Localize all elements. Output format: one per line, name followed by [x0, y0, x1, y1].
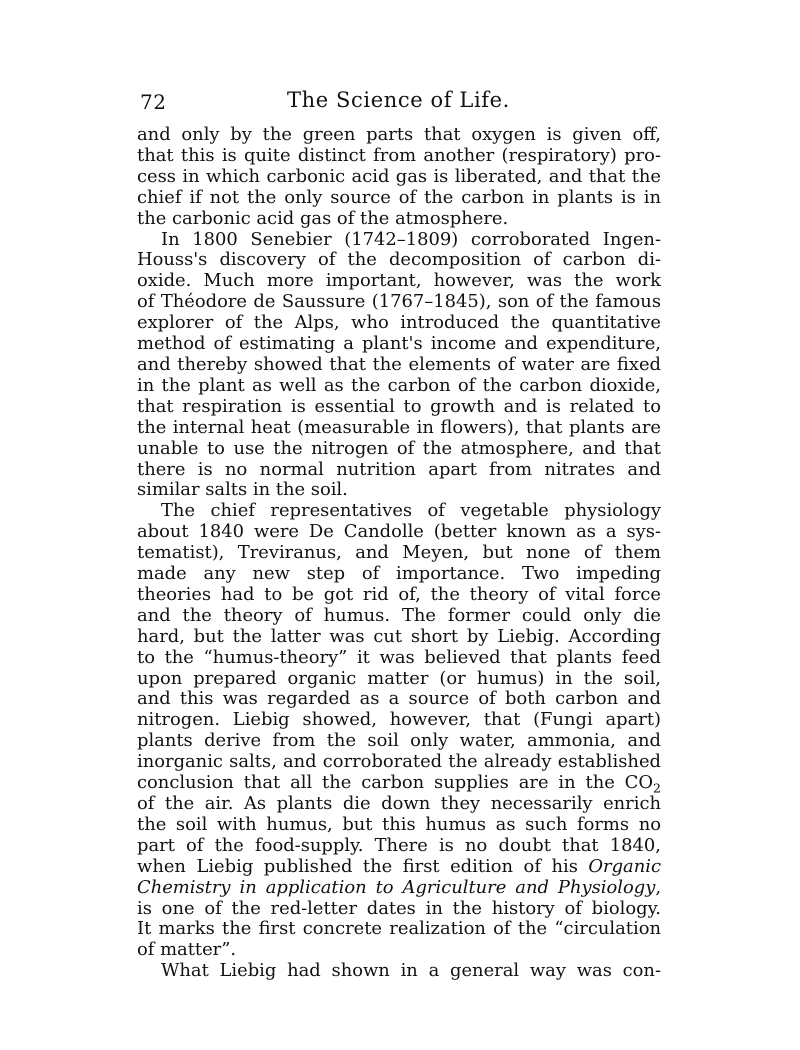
- text-line: chief if not the only source of the carbon in plants is in: [137, 186, 661, 208]
- text-line: oxide. Much more important, however, was the work: [137, 270, 661, 292]
- text-line: is one of the red-letter dates in the history of biology.: [137, 897, 661, 919]
- text-line: tematist), Treviranus, and Meyen, but none of them: [137, 542, 661, 564]
- text-line: in the plant as well as the carbon of the carbon dioxide,: [137, 374, 661, 396]
- text-segment: when Liebig published the first edition of his: [137, 855, 589, 877]
- paragraph-3: [137, 501, 661, 961]
- paragraph-4: [137, 961, 661, 982]
- italic-title-segment: Organic: [588, 855, 661, 877]
- text-line: upon prepared organic matter (or humus) in the soil,: [137, 667, 661, 689]
- text-line: and the theory of humus. The former could only die: [137, 604, 661, 626]
- text-line: the internal heat (measurable in flowers), that plants are: [137, 416, 661, 438]
- paragraph-2: [137, 230, 661, 502]
- text-line: to the “humus-theory” it was believed that plants feed: [137, 646, 661, 668]
- body-text: [137, 125, 661, 982]
- text-line: The chief representatives of vegetable physiology: [161, 500, 661, 522]
- text-line: plants derive from the soil only water, ammonia, and: [137, 730, 661, 752]
- text-line: the carbonic acid gas of the atmosphere.: [137, 207, 509, 229]
- co2-line-text: conclusion that all the carbon supplies are in the CO: [137, 772, 654, 794]
- text-line: hard, but the latter was cut short by Liebig. According: [137, 625, 661, 647]
- text-line: Houss's discovery of the decomposition of carbon di-: [137, 249, 661, 271]
- running-head: The Science of Life.: [287, 88, 510, 112]
- text-line: of the air. As plants die down they necessarily enrich: [137, 793, 661, 814]
- text-line: the soil with humus, but this humus as such forms no: [137, 813, 661, 835]
- text-line: there is no normal nutrition apart from nitrates and: [137, 458, 661, 480]
- text-line: inorganic salts, and corroborated the already established: [137, 751, 661, 773]
- text-line: of Théodore de Saussure (1767–1845), son of the famous: [137, 291, 661, 313]
- text-line: explorer of the Alps, who introduced the quantitative: [137, 312, 661, 334]
- text-line: method of estimating a plant's income and expenditure,: [137, 333, 661, 355]
- text-line: and thereby showed that the elements of water are fixed: [137, 353, 661, 375]
- text-line: What Liebig had shown in a general way was con-: [161, 960, 661, 982]
- text-segment: ,: [655, 876, 661, 898]
- text-line: cess in which carbonic acid gas is liberated, and that the: [137, 165, 661, 187]
- text-line: It marks the first concrete realization of the “circulation: [137, 918, 661, 940]
- page-number: 72: [140, 90, 167, 114]
- text-line-co2: [137, 773, 661, 794]
- text-line: In 1800 Senebier (1742–1809) corroborated Ingen-: [161, 228, 661, 250]
- text-line: part of the food-supply. There is no doubt that 1840,: [137, 834, 661, 856]
- text-line: made any new step of importance. Two impeding: [137, 563, 661, 585]
- italic-title-segment: Chemistry in application to Agriculture and Physiology: [137, 876, 656, 898]
- text-line: and only by the green parts that oxygen is given off,: [137, 124, 661, 145]
- text-line-italic-1: [137, 857, 661, 878]
- text-line: about 1840 were De Candolle (better known as a sys-: [137, 521, 661, 543]
- text-line: similar salts in the soil.: [137, 479, 348, 501]
- text-line: and this was regarded as a source of both carbon and: [137, 688, 661, 710]
- text-line-italic-2: [137, 878, 661, 899]
- text-line: nitrogen. Liebig showed, however, that (Fungi apart): [137, 709, 661, 731]
- text-line: theories had to be got rid of, the theory of vital force: [137, 583, 661, 605]
- text-line: of matter”.: [137, 939, 237, 961]
- text-line: unable to use the nitrogen of the atmosphere, and that: [137, 437, 661, 459]
- text-line: that respiration is essential to growth and is related to: [137, 395, 661, 417]
- co2-subscript: 2: [653, 780, 661, 796]
- text-line: that this is quite distinct from another (respiratory) pro-: [137, 144, 661, 166]
- paragraph-1: [137, 125, 661, 230]
